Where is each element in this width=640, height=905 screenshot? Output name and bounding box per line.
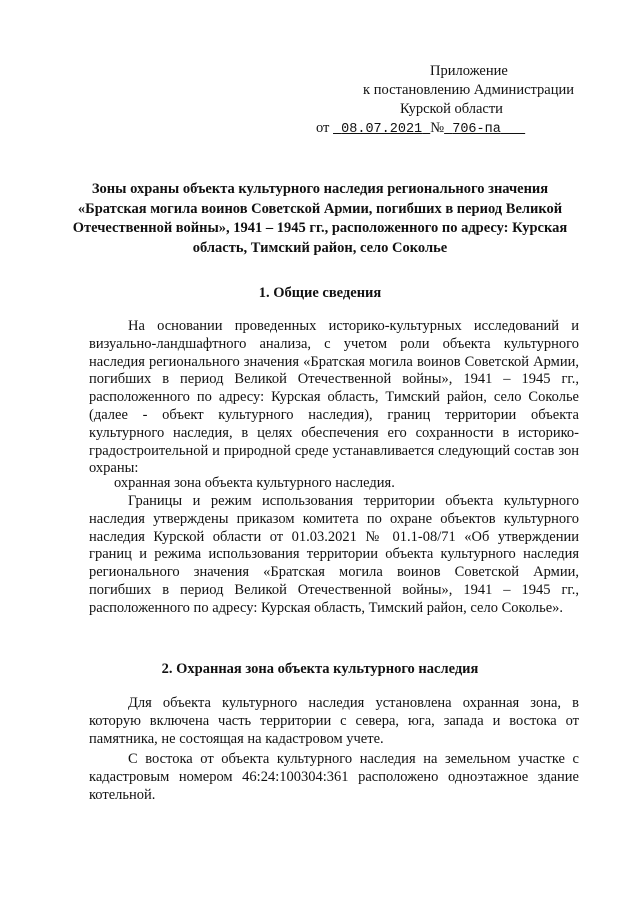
section-1-heading: 1. Общие сведения: [258, 285, 382, 301]
section-2-paragraph-1: Для объекта культурного наследия установлена охранная зона, в которую включена часть территории с севера, юга, запада и востока от памятника, не состоящая на кадастровом учете.: [89, 695, 579, 747]
appendix-label: Приложение: [430, 63, 508, 79]
section-1-paragraph-2: охранная зона объекта культурного наследия.: [114, 475, 395, 491]
section-1-paragraph-1: На основании проведенных историко-культурных исследований и визуально-ландшафтного анализа, с учетом роли объекта культурного наследия регионального значения «Братская могила воинов Советской Армии, погибших в период Великой Отечественной войны», 1941 – 1945 гг., расположенного по адресу: Курская область, Тимский район, село Сокольe (далее - объект культурного наследия), границ территории объекта культурного наследия, в целях обеспечения его сохранности в историко-градостроительной и природной среде устанавливается следующий состав зон охраны:: [89, 318, 579, 477]
date-prefix: от: [316, 120, 330, 136]
number-sign: №: [430, 120, 445, 136]
section-2-paragraph-2: С востока от объекта культурного наследия на земельном участке с кадастровым номером 46:24:100304:361 расположено одноэтажное здание котельной.: [89, 751, 579, 803]
appendix-date-line: [314, 119, 574, 139]
resolution-date: 08.07.2021: [341, 122, 423, 137]
section-1-paragraph-3: Границы и режим использования территории объекта культурного наследия утверждены приказом комитета по охране объектов культурного наследия Курской области от 01.03.2021 № 01.1-08/71 «Об утверждении границ и режима использования территории объекта культурного наследия регионального значения «Братская могила воинов Советской Армии, погибших в период Великой Отечественной войны», 1941 – 1945 гг., расположенного по адресу: Курская область, Тимский район, село Сокольe».: [89, 493, 579, 616]
appendix-resolution: к постановлению Администрации: [363, 82, 574, 98]
section-2-heading: 2. Охранная зона объекта культурного наследия: [161, 661, 479, 677]
document-title: Зоны охраны объекта культурного наследия регионального значения «Братская могила воинов Советской Армии, погибших в период Великой Отечественной войны», 1941 – 1945 гг., расположенного по адресу: Курская область, Тимский район, село Сокольe: [72, 181, 568, 256]
resolution-number: 706-па: [452, 122, 501, 137]
appendix-region: Курской области: [400, 101, 503, 117]
appendix-header: [314, 62, 574, 139]
